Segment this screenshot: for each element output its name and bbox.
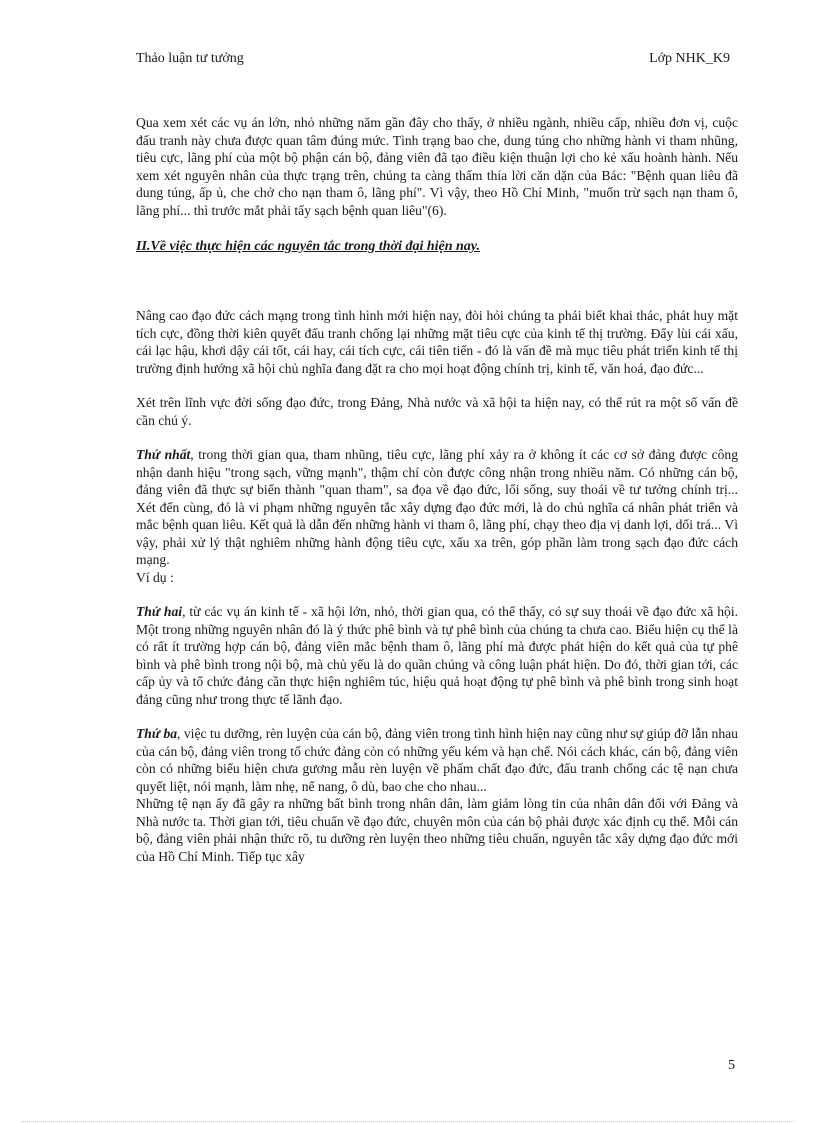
paragraph-considerations: Xét trên lĩnh vực đời sống đạo đức, trong Đảng, Nhà nước và xã hội ta hiện nay, có thể rút ra một số vấn đề cần chú ý.	[136, 395, 738, 428]
paragraph-first-point	[136, 446, 738, 569]
paragraph-second-point	[136, 603, 738, 708]
paragraph-third-point	[136, 725, 738, 795]
header-title: Thảo luận tư tưởng	[136, 51, 244, 66]
third-point-text: , việc tu dưỡng, rèn luyện của cán bộ, đảng viên trong tình hình hiện nay cũng như sự giúp đỡ lẫn nhau của cán bộ, đảng viên trong tổ chức đảng còn có những yếu kém và hạn chế. Nói cách khác, cán bộ, đảng viên còn có những biểu hiện chưa gương mẫu rèn luyện về phẩm chất đạo đức, đấu tranh chống các tệ nạn chưa quyết liệt, nói mạnh, làm nhẹ, nể nang, ô dù, bao che cho nhau...	[136, 726, 738, 794]
page-header	[136, 51, 730, 69]
paragraph-raising-ethics: Nâng cao đạo đức cách mạng trong tình hình mới hiện nay, đòi hỏi chúng ta phải biết khai thác, phát huy mặt tích cực, đồng thời kiên quyết đấu tranh chống lại những mặt tiêu cực của kinh tế thị trường. Đẩy lùi cái xấu, cái lạc hậu, khơi dậy cái tốt, cái hay, cái tích cực, cái tiên tiến - đó là vấn đề mà mục tiêu phát triển kinh tế thị trường định hướng xã hội chủ nghĩa đang đặt ra cho mọi hoạt động chính trị, kinh tế, văn hoá, đạo đức...	[136, 308, 738, 376]
document-body	[136, 114, 738, 865]
first-point-label: Thứ nhất	[136, 447, 191, 462]
first-point-text: , trong thời gian qua, tham nhũng, tiêu cực, lãng phí xảy ra ở không ít các cơ sở đảng được công nhận danh hiệu "trong sạch, vững mạnh", thậm chí còn được công nhận trong nhiều năm. Có những cán bộ, đảng viên đã thực sự biến thành "quan tham", sa đọa về đạo đức, lối sống, suy thoái về tư tưởng chính trị... Xét đến cùng, đó là vi phạm những nguyên tắc xây dựng đạo đức mới, là do chủ nghĩa cá nhân phát triển và mắc bệnh quan liêu. Kết quả là dẫn đến những hành vi tham ô, lãng phí, chạy theo địa vị danh lợi, dối trá... Vì vậy, phải xử lý thật nghiêm những hành động tiêu cực, xấu xa trên, góp phần làm trong sạch đạo đức cách mạng.	[136, 447, 738, 567]
page-bottom-divider	[22, 1121, 794, 1122]
third-point-label: Thứ ba	[136, 726, 178, 741]
paragraph-example: Ví dụ :	[136, 569, 174, 585]
section-heading: II.Về việc thực hiện các nguyên tắc trong thời đại hiện nay.	[136, 239, 480, 254]
second-point-label: Thứ hai	[136, 604, 183, 619]
paragraph-consequences: Những tệ nạn ấy đã gây ra những bất bình trong nhân dân, làm giảm lòng tin của nhân dân đối với Đảng và Nhà nước ta. Thời gian tới, tiêu chuẩn về đạo đức, chuyên môn của cán bộ phải được xác định cụ thể. Mỗi cán bộ, đảng viên phải nhận thức rõ, tu dưỡng rèn luyện theo những tiêu chuẩn, nguyên tắc xây dựng đạo đức mới của Hồ Chí Minh. Tiếp tục xây	[136, 796, 738, 864]
header-class: Lớp NHK_K9	[649, 51, 730, 66]
page-number: 5	[728, 1058, 735, 1073]
second-point-text: , từ các vụ án kinh tế - xã hội lớn, nhỏ, thời gian qua, có thể thấy, có sự suy thoái về đạo đức xã hội. Một trong những nguyên nhân đó là ý thức phê bình và tự phê bình của chúng ta chưa cao. Biểu hiện cụ thể là có rất ít trường hợp cán bộ, đảng viên mắc bệnh tham ô, lãng phí mà được phát hiện do kết quả của tự phê bình và phê bình trong nội bộ, mà chủ yếu là do quần chúng và công luận phát hiện. Do đó, thời gian tới, các cấp ủy và tổ chức đảng cần thực hiện nghiêm túc, hiệu quả hoạt động tự phê bình và phê bình trong sinh hoạt đảng cũng như trong thực tế lãnh đạo.	[136, 604, 739, 707]
paragraph-intro: Qua xem xét các vụ án lớn, nhỏ những năm gần đây cho thấy, ở nhiều ngành, nhiều cấp, nhiều đơn vị, cuộc đấu tranh này chưa được quan tâm đúng mức. Tình trạng bao che, dung túng cho những hành vi tham nhũng, tiêu cực, lãng phí của một bộ phận cán bộ, đảng viên đã tạo điều kiện thuận lợi cho kẻ xấu hoành hành. Nếu xem xét nguyên nhân của thực trạng trên, chúng ta càng thấm thía lời căn dặn của Bác: "Bệnh quan liêu đã dung túng, ấp ủ, che chở cho nạn tham ô, lãng phí". Vì vậy, theo Hồ Chí Minh, "muốn trừ sạch nạn tham ô, lãng phí... thì trước mắt phải tẩy sạch bệnh quan liêu"(6).	[136, 115, 738, 218]
